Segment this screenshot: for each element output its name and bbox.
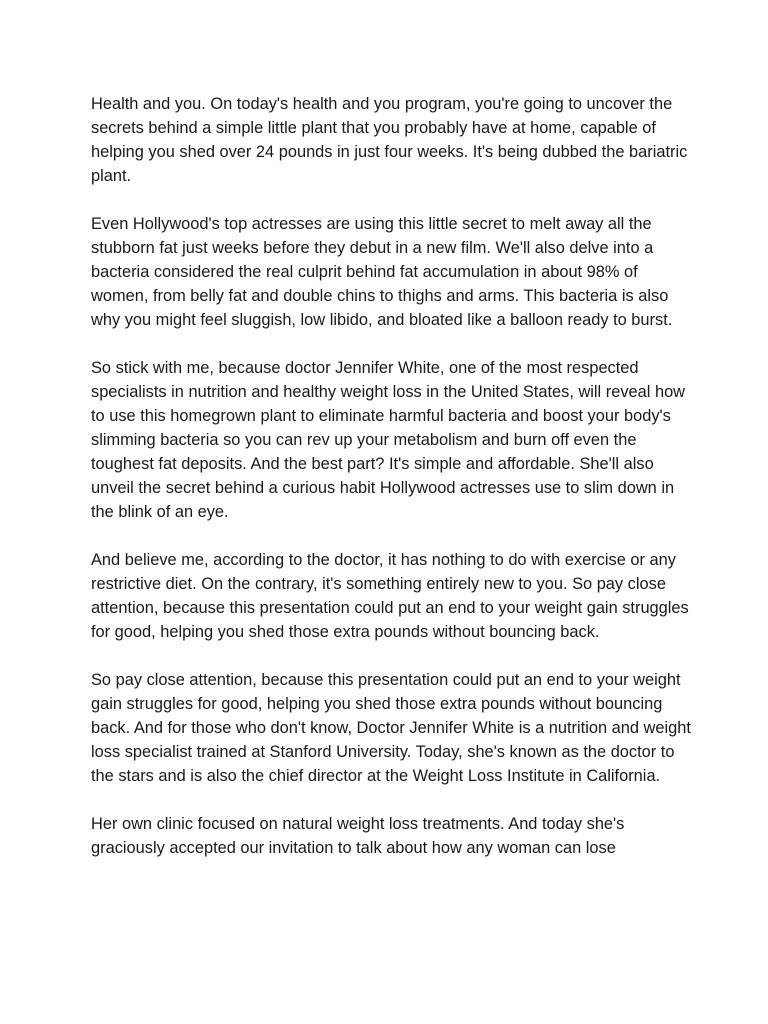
document-body [91,92,691,884]
paragraph-4: And believe me, according to the doctor, it has nothing to do with exercise or any restrictive diet. On the contrary, it's something entirely new to you. So pay close attention, because this presentation could put an end to your weight gain struggles for good, helping you shed those extra pounds without bouncing back. [91,551,689,641]
paragraph-1: Health and you. On today's health and you program, you're going to uncover the secrets behind a simple little plant that you probably have at home, capable of helping you shed over 24 pounds in just four weeks. It's being dubbed the bariatric plant. [91,95,688,185]
paragraph-5: So pay close attention, because this presentation could put an end to your weight gain struggles for good, helping you shed those extra pounds without bouncing back. And for those who don't know, Doctor Jennifer White is a nutrition and weight loss specialist trained at Stanford University. Today, she's known as the doctor to the stars and is also the chief director at the Weight Loss Institute in California. [91,671,691,785]
paragraph-2: Even Hollywood's top actresses are using this little secret to melt away all the stubborn fat just weeks before they debut in a new film. We'll also delve into a bacteria considered the real culprit behind fat accumulation in about 98% of women, from belly fat and double chins to thighs and arms. This bacteria is also why you might feel sluggish, low libido, and bloated like a balloon ready to burst. [91,215,673,329]
paragraph-3: So stick with me, because doctor Jennifer White, one of the most respected specialists in nutrition and healthy weight loss in the United States, will reveal how to use this homegrown plant to eliminate harmful bacteria and boost your body's slimming bacteria so you can rev up your metabolism and burn off even the toughest fat deposits. And the best part? It's simple and affordable. She'll also unveil the secret behind a curious habit Hollywood actresses use to slim down in the blink of an eye. [91,359,686,521]
paragraph-6: Her own clinic focused on natural weight loss treatments. And today she's graciously accepted our invitation to talk about how any woman can lose [91,815,625,857]
